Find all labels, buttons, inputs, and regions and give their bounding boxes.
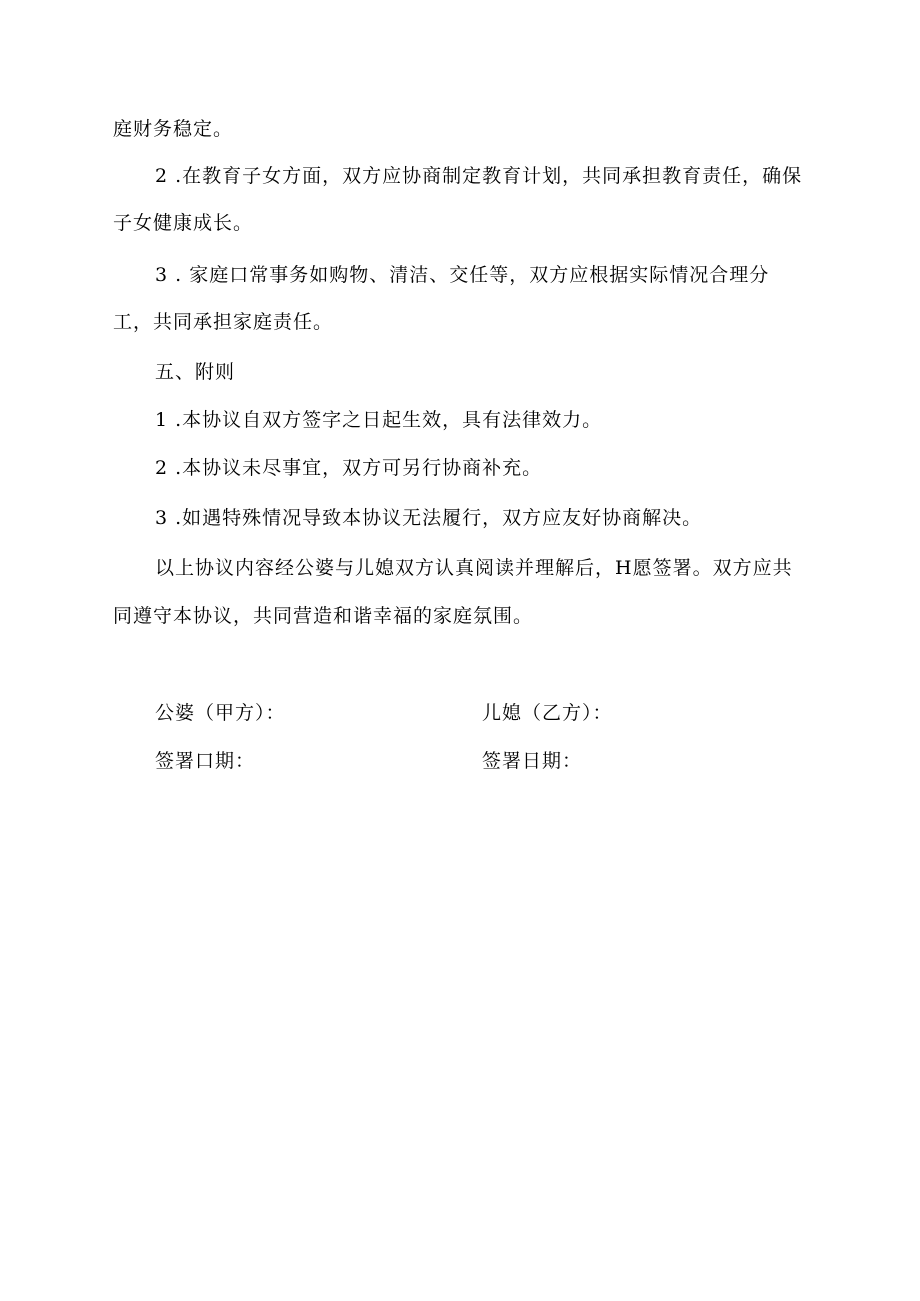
paragraph-line-2: 2 .在教育子女方面，双方应协商制定教育计划，共同承担教育责任，确保 — [155, 165, 803, 187]
paragraph-line-5: 工，共同承担家庭责任。 — [113, 311, 334, 333]
paragraph-line-7: 1 .本协议自双方签字之日起生效，具有法律效力。 — [155, 409, 603, 431]
section-heading: 五、附则 — [155, 361, 236, 383]
date-a-label: 签署口期： — [155, 750, 256, 772]
paragraph-line-9: 3 .如遇特殊情况导致本协议无法履行，双方应友好协商解决。 — [155, 507, 703, 529]
party-b-label: 儿媳（乙方）： — [482, 702, 613, 724]
paragraph-line-10: 以上协议内容经公婆与儿媳双方认真阅读并理解后，H愿签署。双方应共 — [155, 557, 793, 579]
party-a-label: 公婆（甲方）： — [155, 702, 286, 724]
paragraph-line-11: 同遵守本协议，共同营造和谐幸福的家庭氛围。 — [113, 605, 534, 627]
paragraph-line-1: 庭财务稳定。 — [113, 118, 234, 140]
paragraph-line-3: 子女健康成长。 — [113, 212, 254, 234]
paragraph-line-4: 3 . 家庭口常事务如购物、清洁、交任等，双方应根据实际情况合理分 — [155, 264, 770, 286]
paragraph-line-8: 2 .本协议未尽事宜，双方可另行协商补充。 — [155, 457, 543, 479]
date-b-label: 签署日期： — [482, 750, 583, 772]
